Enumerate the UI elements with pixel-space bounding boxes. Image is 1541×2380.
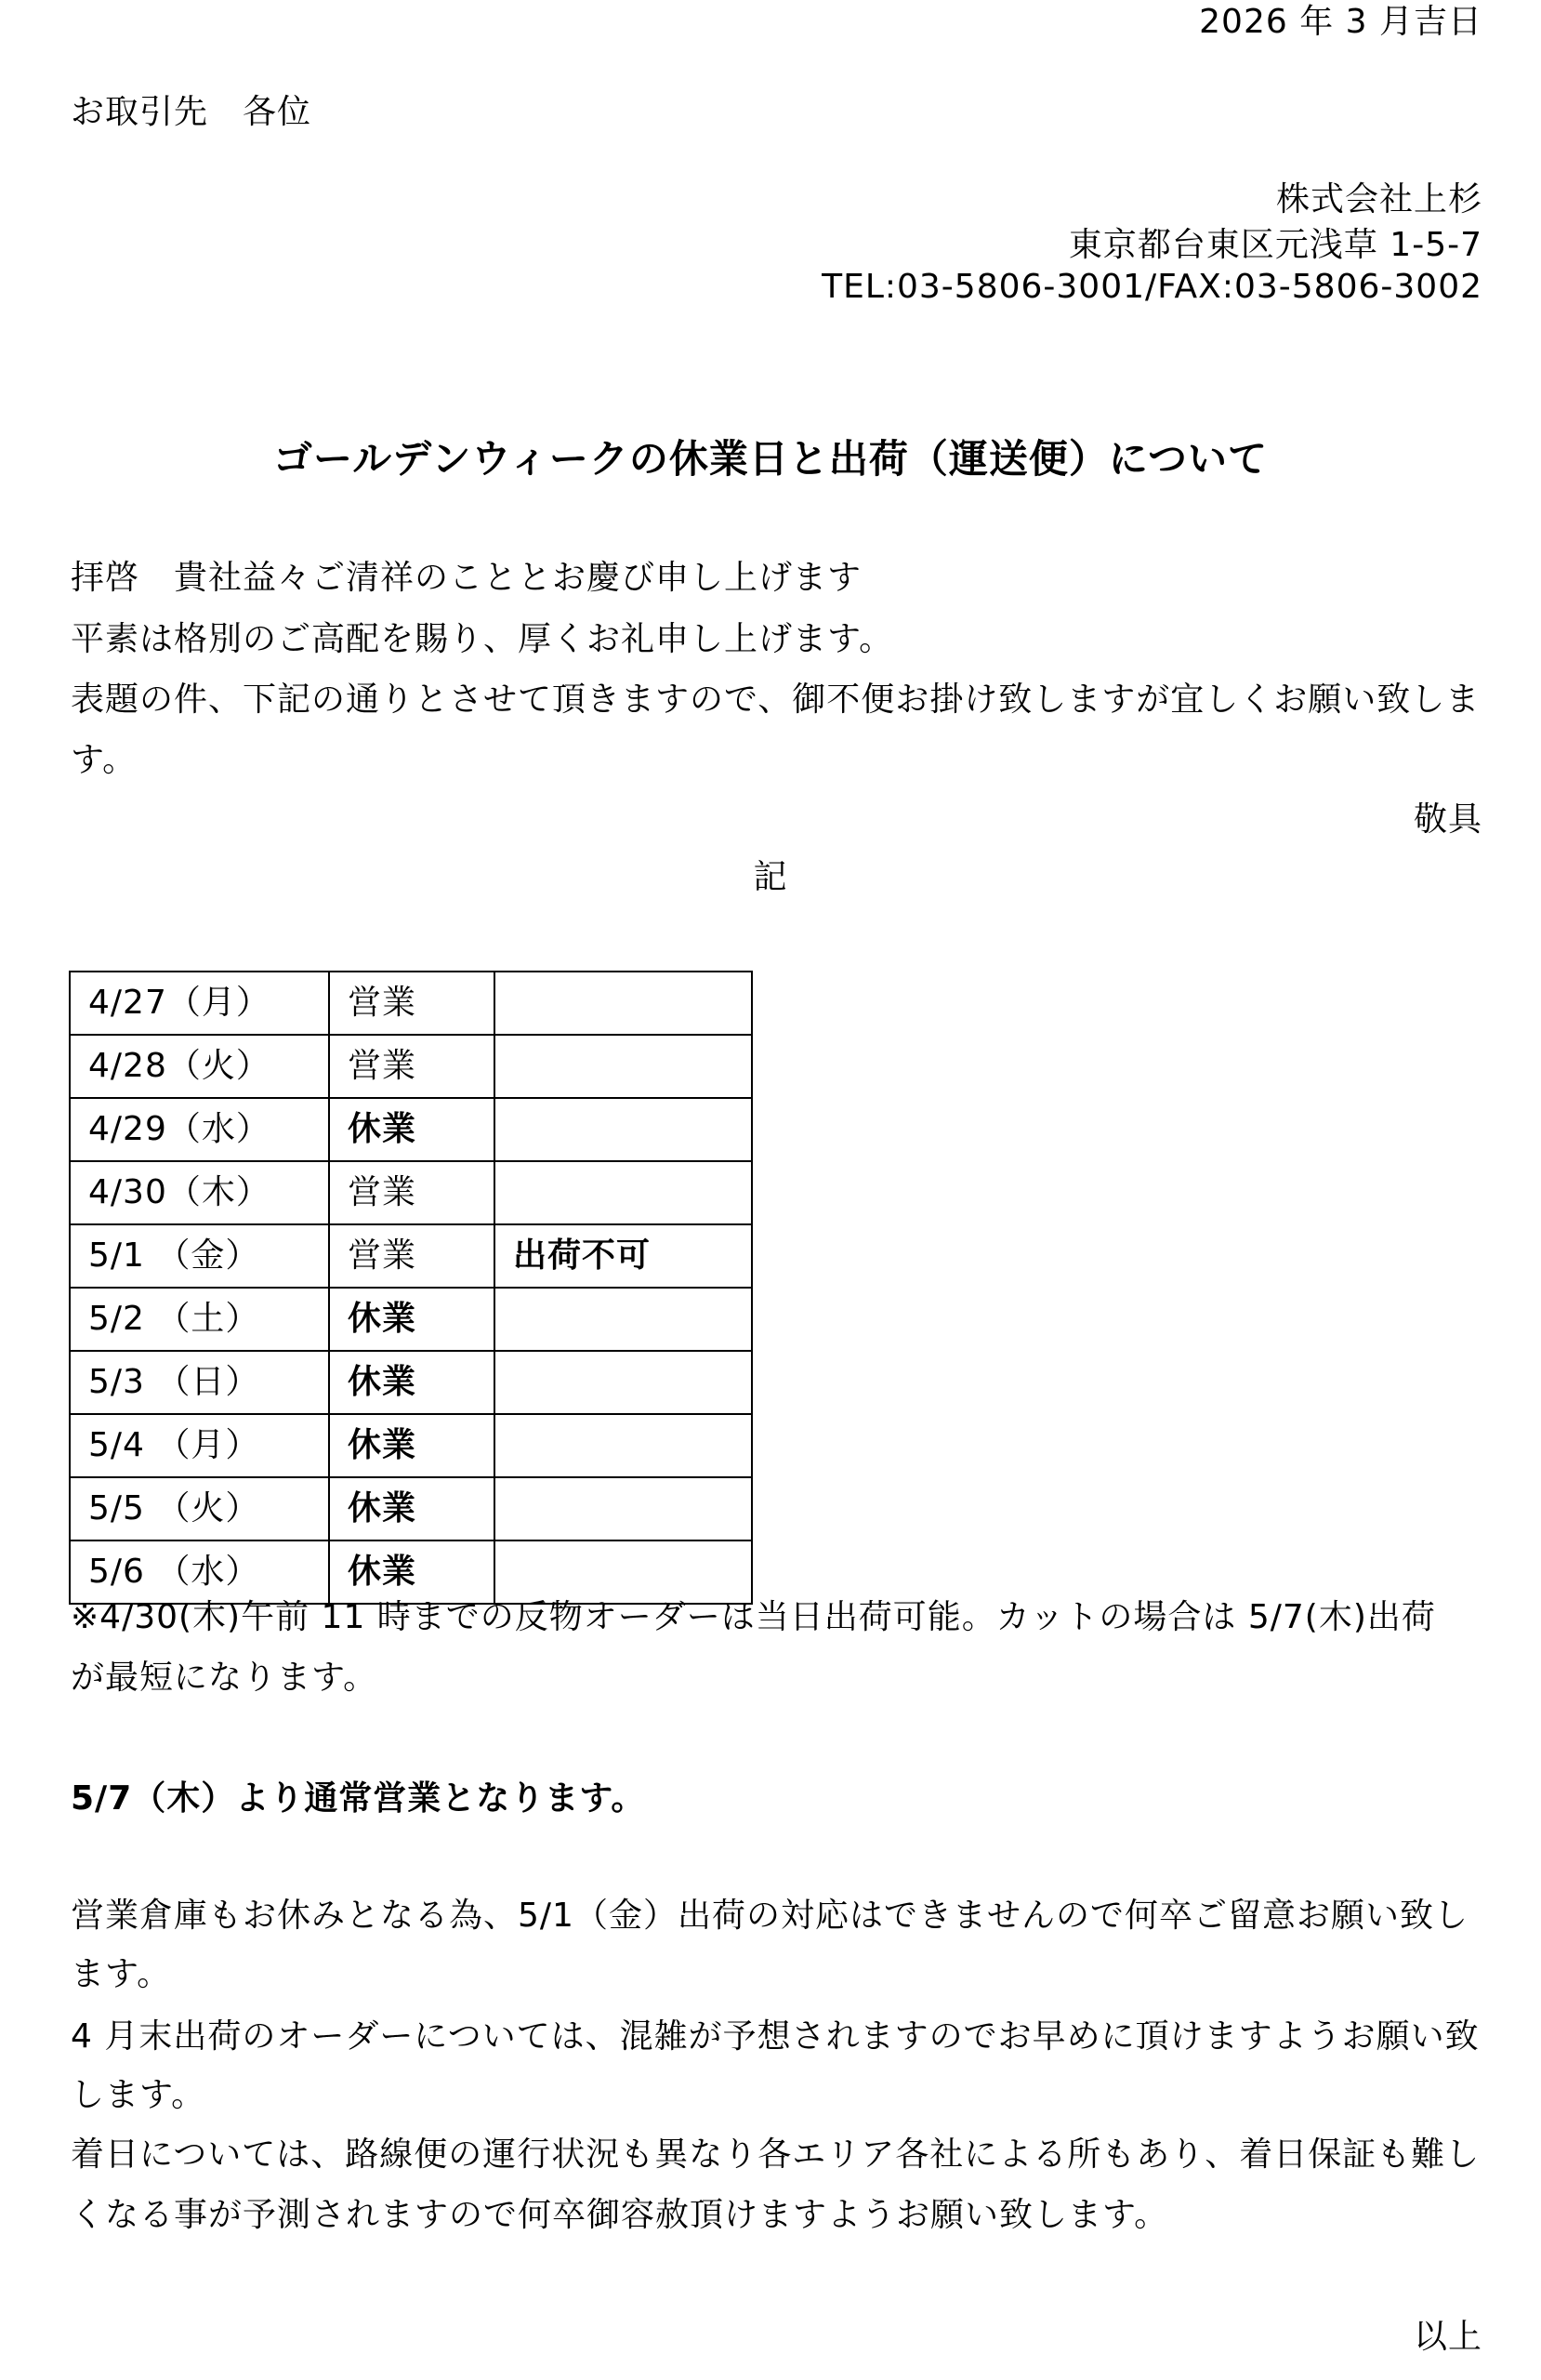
sender-address: 東京都台東区元浅草 1-5-7 [1068, 226, 1482, 264]
schedule-footnote-line: が最短になります。 [71, 1659, 378, 1697]
sender-company: 株式会社上杉 [1275, 180, 1482, 218]
schedule-status: 休業 [329, 1540, 494, 1604]
schedule-date: 4/28（火） [70, 1035, 329, 1098]
preamble-line: 表題の件、下記の通りとさせて頂きますので、御不便お掛け致しますが宜しくお願い致しま [71, 681, 1481, 719]
schedule-row [70, 1477, 752, 1540]
notice-line: 営業倉庫もお休みとなる為、5/1（金）出荷の対応はできませんので何卒ご留意お願い致し [71, 1897, 1469, 1935]
schedule-date: 5/2 （土） [70, 1288, 329, 1351]
schedule-note [494, 1288, 752, 1351]
schedule-date: 5/1 （金） [70, 1224, 329, 1288]
schedule-date: 5/4 （月） [70, 1414, 329, 1477]
schedule-row [70, 1540, 752, 1604]
schedule-status: 営業 [329, 972, 494, 1035]
schedule-note [494, 1540, 752, 1604]
schedule-note [494, 1035, 752, 1098]
sender-contact: TEL:03-5806-3001/FAX:03-5806-3002 [822, 268, 1482, 306]
schedule-row [70, 1288, 752, 1351]
schedule-note: 出荷不可 [494, 1224, 752, 1288]
schedule-date: 5/3 （日） [70, 1351, 329, 1414]
schedule-status: 休業 [329, 1098, 494, 1161]
notice-line: くなる事が予測されますので何卒御容赦頂けますようお願い致します。 [71, 2196, 1169, 2234]
end-mark: 以上 [1413, 2318, 1482, 2356]
preamble-line: 平素は格別のご高配を賜り、厚くお礼申し上げます。 [71, 620, 894, 658]
schedule-note [494, 1161, 752, 1224]
schedule-row [70, 1161, 752, 1224]
schedule-table [69, 971, 753, 1605]
schedule-date: 4/30（木） [70, 1161, 329, 1224]
schedule-row [70, 1351, 752, 1414]
notice-line: 着日については、路線便の運行状況も異なり各エリア各社による所もあり、着日保証も難し [71, 2135, 1481, 2174]
schedule-note [494, 972, 752, 1035]
notice-line: 4 月末出荷のオーダーについては、混雑が予想されますのでお早めに頂けますようお願い致 [71, 2017, 1480, 2056]
schedule-status: 休業 [329, 1351, 494, 1414]
schedule-status: 休業 [329, 1288, 494, 1351]
schedule-row [70, 972, 752, 1035]
schedule-row [70, 1098, 752, 1161]
schedule-row [70, 1224, 752, 1288]
schedule-note [494, 1351, 752, 1414]
schedule-date: 5/5 （火） [70, 1477, 329, 1540]
schedule-note [494, 1098, 752, 1161]
schedule-status: 休業 [329, 1477, 494, 1540]
schedule-note [494, 1414, 752, 1477]
schedule-row [70, 1035, 752, 1098]
schedule-note [494, 1477, 752, 1540]
notice-line: ます。 [71, 1955, 172, 1993]
issue-date: 2026 年 3 月吉日 [1199, 3, 1482, 41]
recipient: お取引先 各位 [71, 93, 312, 131]
schedule-footnote-line: ※4/30(木)午前 11 時までの反物オーダーは当日出荷可能。カットの場合は 5/7(木)出荷 [71, 1598, 1436, 1636]
schedule-date: 4/27（月） [70, 972, 329, 1035]
document-title: ゴールデンウィークの休業日と出荷（運送便）について [273, 436, 1268, 482]
schedule-status: 営業 [329, 1224, 494, 1288]
schedule-row [70, 1414, 752, 1477]
preamble-line: す。 [71, 741, 138, 779]
schedule-status: 営業 [329, 1161, 494, 1224]
closing-keigu: 敬具 [1413, 800, 1482, 839]
preamble-line: 拝啓 貴社益々ご清祥のこととお慶び申し上げます [71, 559, 863, 597]
schedule-date: 5/6 （水） [70, 1540, 329, 1604]
notice-line: します。 [71, 2076, 206, 2114]
resume-notice: 5/7（木）より通常営業となります。 [71, 1779, 646, 1818]
schedule-status: 営業 [329, 1035, 494, 1098]
ki-heading: 記 [753, 858, 788, 896]
schedule-status: 休業 [329, 1414, 494, 1477]
schedule-date: 4/29（水） [70, 1098, 329, 1161]
